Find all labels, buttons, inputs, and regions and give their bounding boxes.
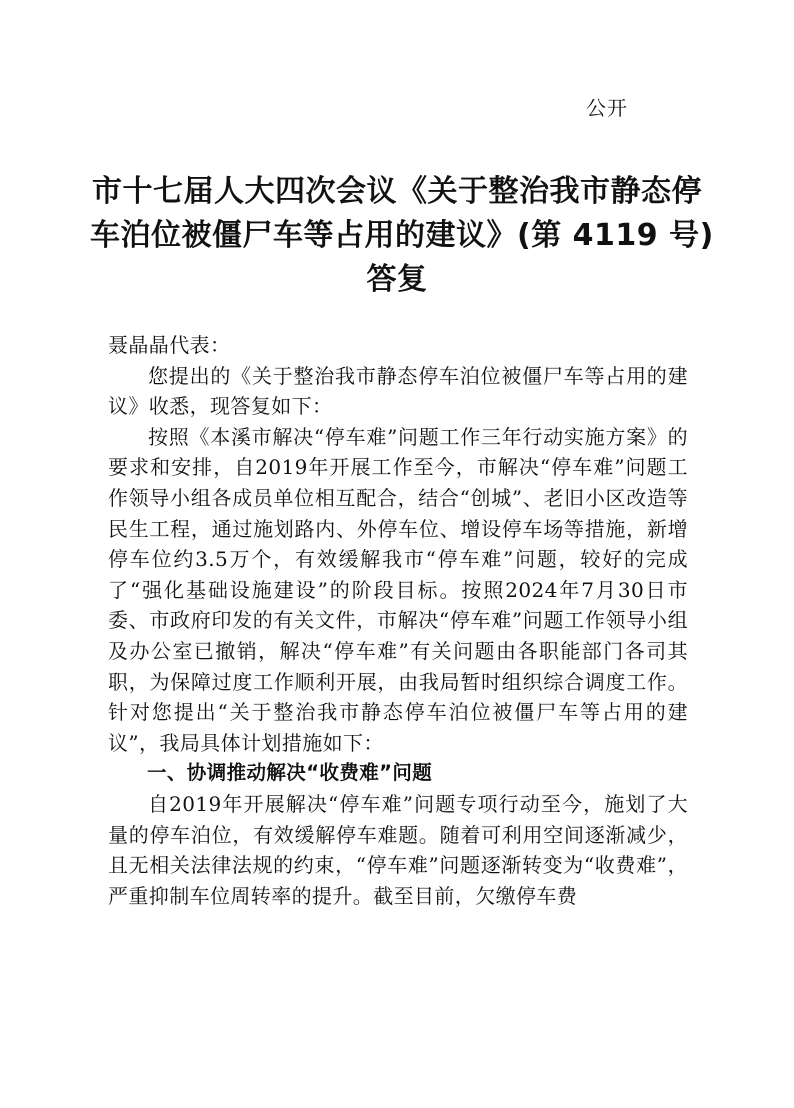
classification-label: 公开 <box>586 96 628 120</box>
body-paragraph: 自2019年开展解决“停车难”问题专项行动至今，施划了大量的停车泊位，有效缓解停车难题。随着可利用空间逐渐减少，且无相关法律法规的约束，“停车难”问题逐渐转变为“收费难”，严重抑制车位周转率的提升。截至目前，欠缴停车费 <box>108 791 688 908</box>
title-line: 答复 <box>366 262 428 297</box>
salutation: 聂晶晶代表： <box>108 333 231 357</box>
document-title <box>90 170 714 302</box>
document-body <box>108 330 688 911</box>
section-heading: 一、协调推动解决“收费难”问题 <box>147 761 433 785</box>
title-line: 市十七届人大四次会议《关于整治我市静态停 <box>92 174 702 209</box>
body-paragraph: 您提出的《关于整治我市静态停车泊位被僵尸车等占用的建议》收悉，现答复如下： <box>108 363 688 419</box>
title-line: 车泊位被僵尸车等占用的建议》(第 4119 号) <box>90 218 714 253</box>
body-paragraph: 按照《本溪市解决“停车难”问题工作三年行动实施方案》的要求和安排，自2019年开展工作至今，市解决“停车难”问题工作领导小组各成员单位相互配合，结合“创城”、老旧小区改造等民生工程，通过施划路内、外停车位、增设停车场等措施，新增停车位约3.5万个，有效缓解我市“停车难”问题，较好的完成了“强化基础设施建设”的阶段目标。按照2024年7月30日市委、市政府印发的有关文件，市解决“停车难”问题工作领导小组及办公室已撤销，解决“停车难”有关问题由各职能部门各司其职，为保障过度工作顺利开展，由我局暂时组织综合调度工作。针对您提出“关于整治我市静态停车泊位被僵尸车等占用的建议”，我局具体计划措施如下： <box>108 424 688 755</box>
